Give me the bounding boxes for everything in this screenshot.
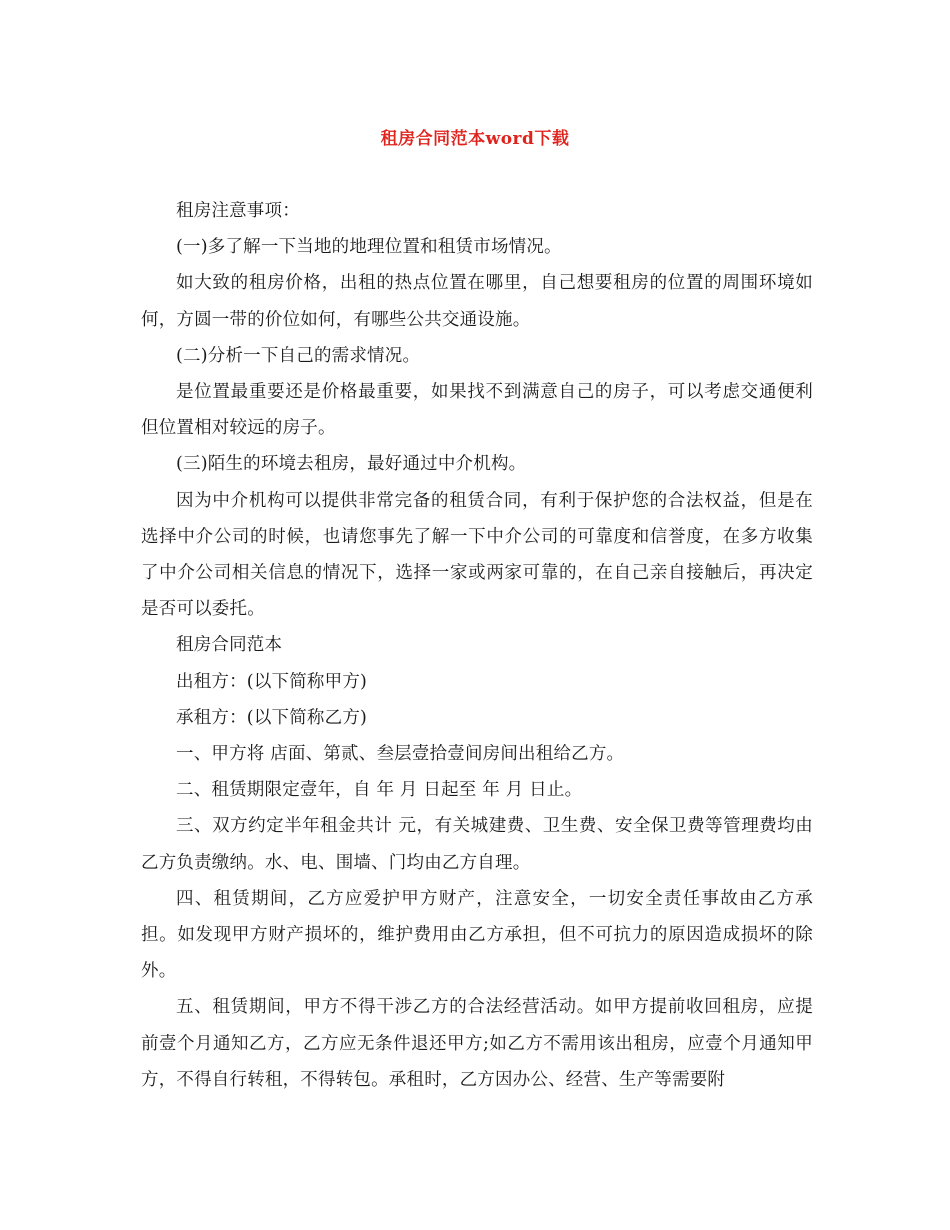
document-body: [141, 193, 813, 1098]
paragraph: (一)多了解一下当地的地理位置和租赁市场情况。: [176, 237, 562, 258]
paragraph: (三)陌生的环境去租房，最好通过中介机构。: [176, 454, 527, 475]
paragraph: 如大致的租房价格，出租的热点位置在哪里，自己想要租房的位置的周围环境如何，方圆一带的价位如何，有哪些公共交通设施。: [141, 273, 813, 330]
paragraph: 租房注意事项：: [176, 201, 300, 221]
paragraph: 承租方：(以下简称乙方): [176, 707, 368, 728]
paragraph: (二)分析一下自己的需求情况。: [176, 345, 421, 366]
document-title: 租房合同范本word下载: [380, 129, 570, 149]
paragraph: 租房合同范本: [176, 635, 283, 656]
paragraph: 二、租赁期限定壹年，自 年 月 日起至 年 月 日止。: [176, 780, 583, 801]
paragraph: 四、租赁期间，乙方应爱护甲方财产，注意安全，一切安全责任事故由乙方承担。如发现甲方财产损坏的，维护费用由乙方承担，但不可抗力的原因造成损坏的除外。: [141, 888, 813, 982]
paragraph: 是位置最重要还是价格最重要，如果找不到满意自己的房子，可以考虑交通便利但位置相对较远的房子。: [141, 382, 813, 439]
paragraph: 因为中介机构可以提供非常完备的租赁合同，有利于保护您的合法权益，但是在选择中介公司的时候，也请您事先了解一下中介公司的可靠度和信誉度，在多方收集了中介公司相关信息的情况下，选择一家或两家可靠的，在自己亲自接触后，再决定是否可以委托。: [141, 490, 813, 620]
paragraph: 三、双方约定半年租金共计 元，有关城建费、卫生费、安全保卫费等管理费均由乙方负责缴纳。水、电、围墙、门均由乙方自理。: [141, 816, 813, 873]
paragraph: 五、租赁期间，甲方不得干涉乙方的合法经营活动。如甲方提前收回租房，应提前壹个月通知乙方，乙方应无条件退还甲方;如乙方不需用该出租房，应壹个月通知甲方，不得自行转租，不得转包。承租时，乙方因办公、经营、生产等需要附: [141, 997, 813, 1090]
paragraph: 一、甲方将 店面、第贰、叁层壹拾壹间房间出租给乙方。: [176, 744, 625, 765]
paragraph: 出租方：(以下简称甲方): [176, 671, 368, 692]
